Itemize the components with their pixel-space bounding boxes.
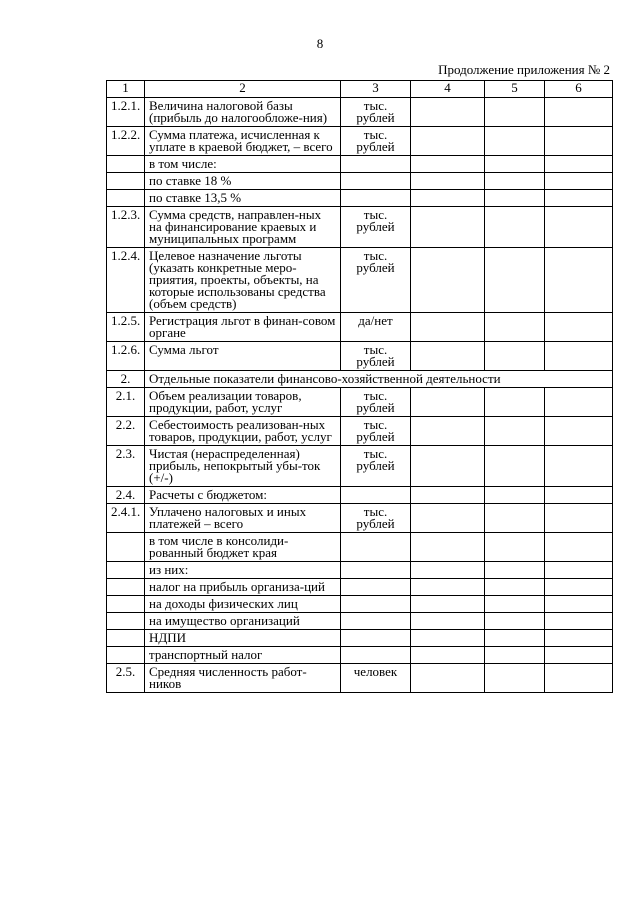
value-cell [545,417,613,446]
row-number [107,533,145,562]
table-row [107,446,613,487]
table-row [107,190,613,207]
value-cell [411,156,485,173]
row-number: 1.2.3. [107,207,145,248]
row-unit: тыс. рублей [341,248,411,313]
value-cell [411,127,485,156]
row-unit: тыс. рублей [341,446,411,487]
row-label: в том числе: [145,156,341,173]
table-row [107,562,613,579]
row-number: 1.2.4. [107,248,145,313]
value-cell [545,207,613,248]
row-label: НДПИ [145,630,341,647]
value-cell [545,664,613,693]
value-cell [545,190,613,207]
page-number: 8 [316,36,324,51]
row-unit [341,190,411,207]
row-unit [341,156,411,173]
row-label: Расчеты с бюджетом: [145,487,341,504]
value-cell [485,127,545,156]
value-cell [545,613,613,630]
row-number [107,579,145,596]
value-cell [545,647,613,664]
value-cell [485,417,545,446]
continuation-label: Продолжение приложения № 2 [438,62,610,77]
row-number [107,173,145,190]
value-cell [485,613,545,630]
row-unit [341,647,411,664]
header-cell: 6 [545,81,613,98]
value-cell [411,313,485,342]
value-cell [411,190,485,207]
value-cell [485,596,545,613]
header-cell: 4 [411,81,485,98]
header-cell: 5 [485,81,545,98]
value-cell [545,446,613,487]
row-unit: тыс. рублей [341,207,411,248]
row-number: 2.1. [107,388,145,417]
value-cell [545,533,613,562]
header-cell: 2 [145,81,341,98]
value-cell [411,613,485,630]
value-cell [485,562,545,579]
row-label: налог на прибыль организа-ций [145,579,341,596]
value-cell [411,173,485,190]
value-cell [485,342,545,371]
row-number [107,630,145,647]
row-label: Сумма платежа, исчисленная к уплате в краевой бюджет, – всего [145,127,341,156]
row-number [107,562,145,579]
value-cell [411,98,485,127]
table-row [107,388,613,417]
value-cell [485,579,545,596]
value-cell [545,173,613,190]
row-label: Целевое назначение льготы (указать конкретные меро-приятия, проекты, объекты, на которые использованы средства (объем средств) [145,248,341,313]
row-unit [341,630,411,647]
table-row [107,98,613,127]
row-unit [341,579,411,596]
value-cell [485,156,545,173]
row-label: Уплачено налоговых и иных платежей – всего [145,504,341,533]
value-cell [545,596,613,613]
row-unit: тыс. рублей [341,504,411,533]
value-cell [411,579,485,596]
table-row [107,173,613,190]
table-row [107,207,613,248]
row-number: 1.2.2. [107,127,145,156]
row-label: на имущество организаций [145,613,341,630]
table-row [107,127,613,156]
row-number: 2.4. [107,487,145,504]
row-unit: да/нет [341,313,411,342]
value-cell [485,504,545,533]
value-cell [411,596,485,613]
table-row [107,647,613,664]
value-cell [411,342,485,371]
table-row [107,613,613,630]
table-row [107,313,613,342]
value-cell [411,248,485,313]
row-unit: человек [341,664,411,693]
row-label: Объем реализации товаров, продукции, работ, услуг [145,388,341,417]
value-cell [485,647,545,664]
value-cell [485,207,545,248]
row-number: 2.3. [107,446,145,487]
row-number [107,156,145,173]
row-label: в том числе в консолиди-рованный бюджет края [145,533,341,562]
row-unit: тыс. рублей [341,388,411,417]
table-row [107,504,613,533]
row-number: 2.5. [107,664,145,693]
row-unit: тыс. рублей [341,98,411,127]
value-cell [485,446,545,487]
value-cell [485,248,545,313]
value-cell [485,313,545,342]
table-row [107,417,613,446]
row-label: по ставке 13,5 % [145,190,341,207]
row-label: Чистая (нераспределенная) прибыль, непокрытый убы-ток (+/-) [145,446,341,487]
value-cell [411,533,485,562]
value-cell [545,156,613,173]
value-cell [411,504,485,533]
row-label: транспортный налог [145,647,341,664]
value-cell [485,98,545,127]
table-row [107,487,613,504]
row-unit: тыс. рублей [341,417,411,446]
row-number: 1.2.5. [107,313,145,342]
value-cell [485,630,545,647]
row-number [107,613,145,630]
value-cell [545,127,613,156]
value-cell [485,533,545,562]
row-unit [341,533,411,562]
row-number: 1.2.6. [107,342,145,371]
value-cell [545,630,613,647]
header-cell: 1 [107,81,145,98]
row-label: Величина налоговой базы (прибыль до налогообложе-ния) [145,98,341,127]
row-label: из них: [145,562,341,579]
value-cell [411,562,485,579]
row-label: Сумма льгот [145,342,341,371]
row-unit [341,596,411,613]
value-cell [485,388,545,417]
table-row [107,664,613,693]
row-label: Себестоимость реализован-ных товаров, продукции, работ, услуг [145,417,341,446]
value-cell [411,417,485,446]
table-row [107,342,613,371]
table-row [107,533,613,562]
row-number: 2.2. [107,417,145,446]
row-label: Регистрация льгот в финан-совом органе [145,313,341,342]
row-number [107,647,145,664]
section-title: Отдельные показатели финансово-хозяйственной деятельности [145,371,613,388]
value-cell [545,342,613,371]
value-cell [545,487,613,504]
value-cell [545,313,613,342]
row-unit: тыс. рублей [341,127,411,156]
indicators-table [106,80,613,693]
table-row [107,596,613,613]
row-label: по ставке 18 % [145,173,341,190]
row-unit [341,562,411,579]
value-cell [411,647,485,664]
table-row [107,248,613,313]
value-cell [545,562,613,579]
row-number: 2. [107,371,145,388]
value-cell [545,388,613,417]
table-row [107,579,613,596]
value-cell [411,664,485,693]
table-row [107,156,613,173]
value-cell [545,504,613,533]
row-number: 1.2.1. [107,98,145,127]
row-label: Сумма средств, направлен-ных на финансирование краевых и муниципальных программ [145,207,341,248]
value-cell [411,630,485,647]
table-row [107,630,613,647]
value-cell [411,388,485,417]
value-cell [485,173,545,190]
row-number [107,596,145,613]
value-cell [545,98,613,127]
value-cell [411,487,485,504]
value-cell [485,487,545,504]
row-unit [341,487,411,504]
row-unit [341,613,411,630]
value-cell [411,446,485,487]
row-number: 2.4.1. [107,504,145,533]
value-cell [545,248,613,313]
row-label: Средняя численность работ-ников [145,664,341,693]
row-label: на доходы физических лиц [145,596,341,613]
section-row [107,371,613,388]
row-unit: тыс. рублей [341,342,411,371]
row-number [107,190,145,207]
value-cell [485,190,545,207]
header-cell: 3 [341,81,411,98]
value-cell [411,207,485,248]
value-cell [485,664,545,693]
value-cell [545,579,613,596]
row-unit [341,173,411,190]
table-header-row [107,81,613,98]
